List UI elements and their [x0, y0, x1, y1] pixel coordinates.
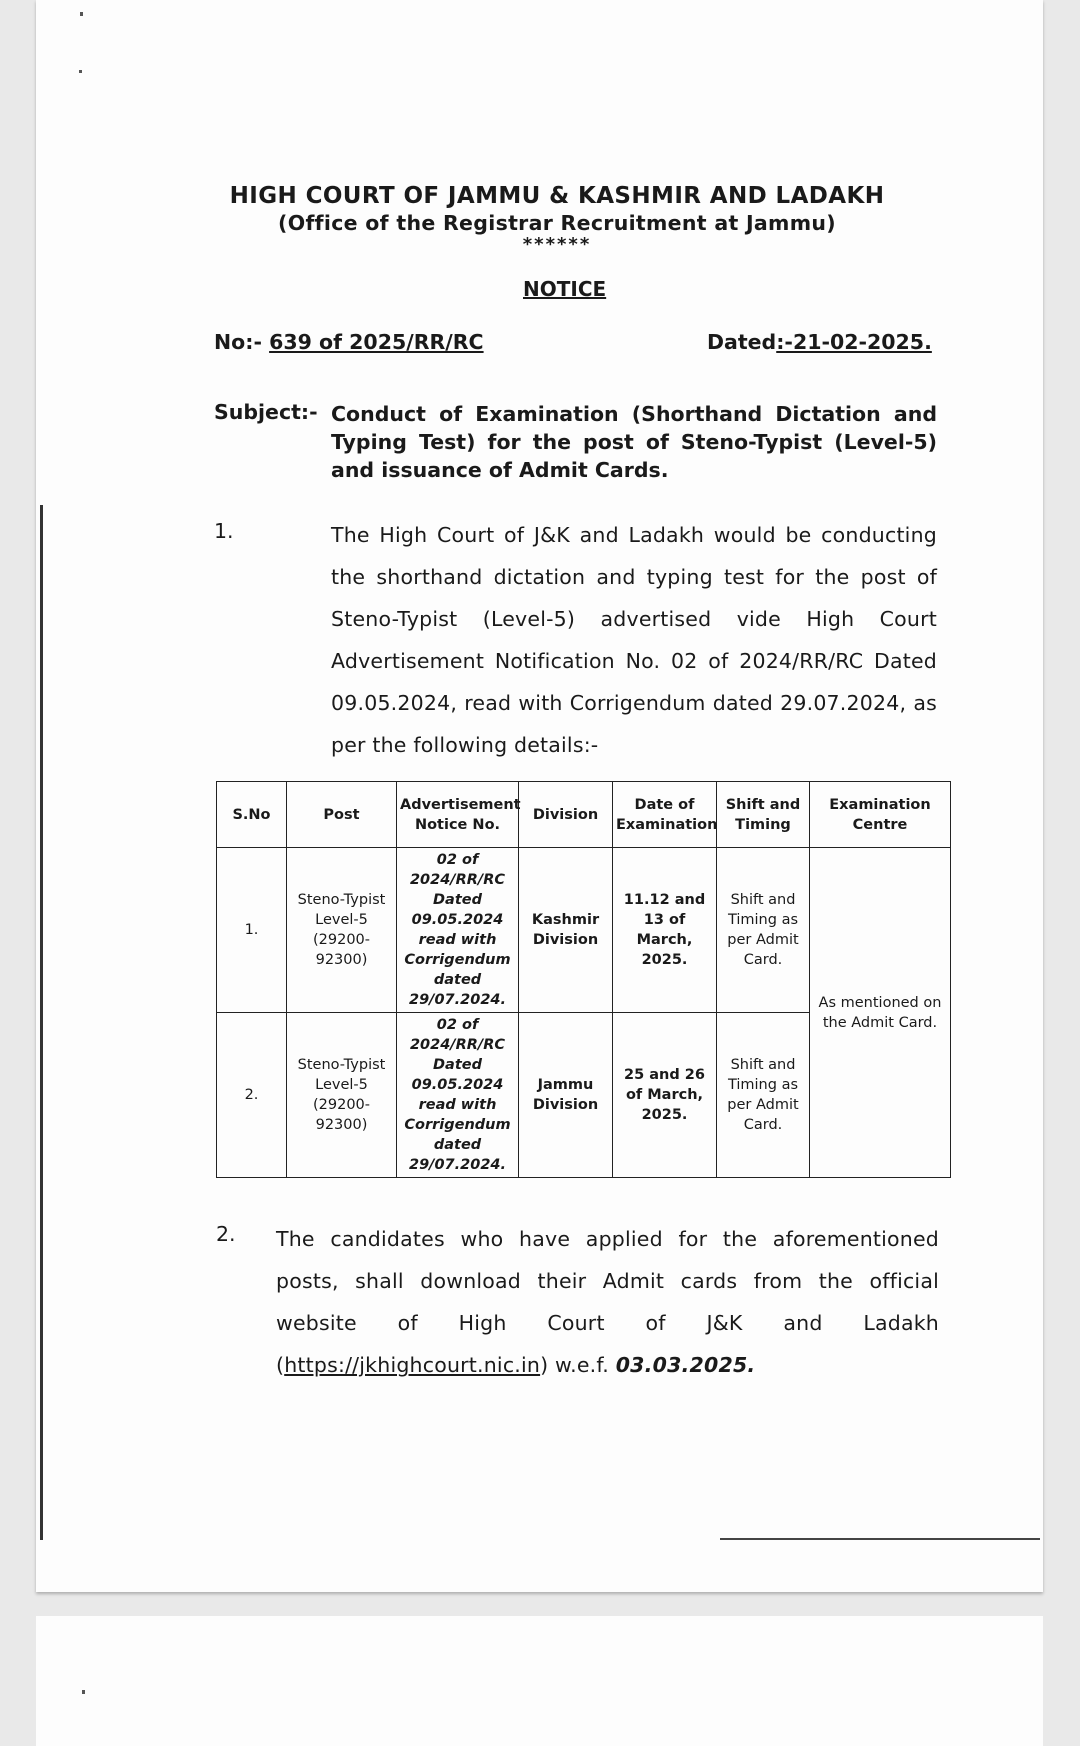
para2-text — [276, 1218, 939, 1386]
schedule-table — [216, 781, 951, 1178]
header-shift: Shift and Timing — [717, 782, 810, 848]
cell-post: Steno-Typist Level-5 (29200-92300) — [287, 1013, 397, 1178]
admit-card-date-value: 03.03.2025 — [615, 1353, 748, 1377]
reference-date — [707, 330, 932, 354]
scan-speck — [82, 1690, 85, 1694]
office-subtitle: (Office of the Registrar Recruitment at Jammu) — [278, 211, 836, 235]
cell-division: Kashmir Division — [519, 848, 613, 1013]
para1-text: The High Court of J&K and Ladakh would be conducting the shorthand dictation and typing test for the post of Steno-Typist (Level-5) advertised vide High Court Advertisement Notification No. 02 of 2024/RR/RC Dated 09.05.2024, read with Corrigendum dated 29.07.2024, as per the following details:- — [331, 523, 937, 757]
subject-label: Subject:- — [214, 400, 318, 424]
cell-shift: Shift and Timing as per Admit Card. — [717, 848, 810, 1013]
header-date: Date of Examination — [613, 782, 717, 848]
cell-notice: 02 of 2024/RR/RC Dated 09.05.2024 read with Corrigendum dated 29/07.2024. — [397, 1013, 519, 1178]
para2-text-after: ) w.e.f. — [540, 1353, 616, 1377]
cell-centre: As mentioned on the Admit Card. — [810, 848, 951, 1178]
scan-speck — [79, 70, 82, 73]
header-sno: S.No — [217, 782, 287, 848]
cell-sno: 2. — [217, 1013, 287, 1178]
margin-line — [40, 505, 43, 1540]
ref-no-label: No:- — [214, 330, 262, 354]
signature-rule — [720, 1538, 1040, 1540]
court-title: HIGH COURT OF JAMMU & KASHMIR AND LADAKH — [229, 183, 885, 209]
table-header-row — [217, 782, 951, 848]
header-division: Division — [519, 782, 613, 848]
para2-text-before: The candidates who have applied for the aforementioned posts, shall download their Admit cards from the official website of High Court of J&K and Ladakh ( — [276, 1227, 939, 1377]
cell-notice: 02 of 2024/RR/RC Dated 09.05.2024 read with Corrigendum dated 29/07.2024. — [397, 848, 519, 1013]
next-page-edge — [36, 1616, 1043, 1746]
header-stars: ****** — [522, 234, 592, 255]
cell-division: Jammu Division — [519, 1013, 613, 1178]
cell-date: 11.12 and 13 of March, 2025. — [613, 848, 717, 1013]
header-centre: Examination Centre — [810, 782, 951, 848]
table-row — [217, 848, 951, 1013]
header-notice: Advertisement Notice No. — [397, 782, 519, 848]
cell-date: 25 and 26 of March, 2025. — [613, 1013, 717, 1178]
para1-number: 1. — [214, 519, 234, 543]
website-link[interactable]: https://jkhighcourt.nic.in — [284, 1353, 541, 1377]
subject-text: Conduct of Examination (Shorthand Dictation and Typing Test) for the post of Steno-Typist (Level-5) and issuance of Admit Cards. — [331, 402, 937, 482]
header-post: Post — [287, 782, 397, 848]
ref-date-value: :-21-02-2025. — [776, 330, 932, 354]
cell-post: Steno-Typist Level-5 (29200-92300) — [287, 848, 397, 1013]
ref-no-value: 639 of 2025/RR/RC — [269, 330, 484, 354]
ref-date-label: Dated — [707, 330, 777, 354]
para2-number: 2. — [216, 1222, 236, 1246]
para2-end: . — [747, 1353, 756, 1377]
notice-title: NOTICE — [523, 277, 607, 301]
reference-number — [214, 330, 484, 354]
cell-sno: 1. — [217, 848, 287, 1013]
admit-card-date — [616, 1353, 756, 1377]
cell-shift: Shift and Timing as per Admit Card. — [717, 1013, 810, 1178]
scan-speck — [80, 12, 83, 16]
